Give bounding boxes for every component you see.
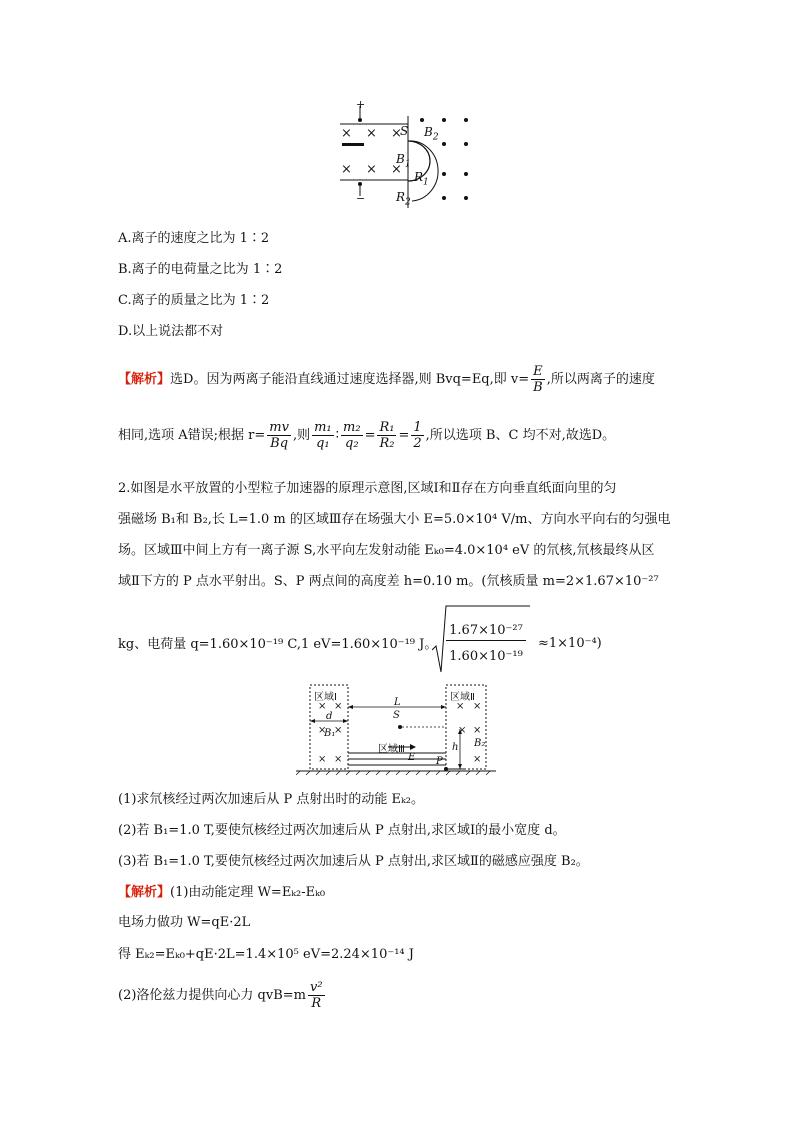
fig2-B2: B₂ [474, 738, 486, 749]
analysis1-text-a: 选D。因为两离子能沿直线通过速度选择器,则 Bvq=Eq,即 v= [170, 372, 530, 387]
fraction-m1q1 [312, 420, 334, 451]
fig2-d: d [326, 711, 333, 722]
approx-value: ≈1×10⁻⁴) [538, 636, 602, 651]
analysis-mark: 【解析】 [118, 372, 171, 387]
fraction-half [411, 420, 423, 451]
fraction-half-den: 2 [413, 436, 422, 451]
label-R1-main: R [414, 170, 424, 184]
fraction-m2q2 [341, 420, 363, 451]
fig2-cross-8: × [473, 701, 482, 712]
fig2-B1: B₁ [324, 728, 336, 739]
fraction-m2q2-den: q₂ [345, 436, 359, 451]
cross-5: × [366, 162, 377, 177]
subquestion-1: (1)求氘核经过两次加速后从 P 点射出时的动能 Eₖ₂。 [118, 792, 425, 807]
minus-sign: − [356, 192, 366, 205]
label-B2-sub: 2 [432, 132, 439, 143]
plus-sign: + [356, 98, 366, 111]
fig2-L: L [394, 697, 401, 708]
fraction-v [531, 364, 545, 395]
option-c: C.离子的质量之比为 1∶2 [118, 293, 270, 308]
label-S: S [400, 124, 409, 138]
fig2-cross-3: × [318, 725, 327, 736]
label-B2 [424, 125, 439, 142]
analysis1-text-e: ∶ [335, 428, 340, 443]
label-B2-main: B [424, 125, 433, 139]
fig2-cross-10: × [473, 725, 482, 736]
fig2-cross-4: × [334, 725, 343, 736]
fraction-v2R-num: v² [310, 980, 323, 995]
label-B1 [396, 152, 411, 169]
q2-line4: 域Ⅱ下方的 P 点水平射出。S、P 两点间的高度差 h=0.10 m。(氘核质量 m=2×1.67×10⁻²⁷ [118, 574, 659, 589]
fraction-m2q2-num: m₂ [343, 420, 361, 435]
fig2-S: S [393, 710, 400, 721]
fraction-m1q1-num: m₁ [314, 420, 332, 435]
option-b: B.离子的电荷量之比为 1∶2 [118, 262, 283, 277]
analysis1-text-f: = [364, 428, 376, 443]
analysis2-line1 [118, 884, 325, 902]
q2-line1: 2.如图是水平放置的小型粒子加速器的原理示意图,区域Ⅰ和Ⅱ存在方向垂直纸面向里的匀 [118, 481, 617, 496]
fig2-P: P [436, 756, 443, 767]
analysis1-text-c: 相同,选项 A错误;根据 r= [118, 428, 266, 443]
analysis2-line3: 得 Eₖ₂=Eₖ₀+qE·2L=1.4×10⁵ eV=2.24×10⁻¹⁴ J [118, 947, 414, 962]
q2-line5: kg、电荷量 q=1.60×10⁻¹⁹ C,1 eV=1.60×10⁻¹⁹ J。 [118, 637, 438, 652]
subquestion-3: (3)若 B₁=1.0 T,要使氘核经过两次加速后从 P 点射出,求区域Ⅱ的磁感应强度 B₂。 [118, 854, 589, 869]
cross-4: × [341, 162, 352, 177]
analysis1-text-d: ,则 [292, 428, 311, 443]
fraction-v-num: E [531, 364, 545, 380]
fig2-cross-7: × [456, 701, 465, 712]
fraction-r1r2-num: R₁ [379, 420, 395, 435]
sqrt-expression [432, 604, 602, 674]
fig2-h: h [452, 742, 459, 753]
cross-6: × [391, 162, 402, 177]
fraction-v2R [308, 980, 325, 1011]
label-R2 [396, 190, 411, 207]
sqrt-den: 1.60×10⁻¹⁹ [449, 649, 523, 664]
analysis2-line2: 电场力做功 W=qE·2L [118, 915, 251, 930]
subquestion-2: (2)若 B₁=1.0 T,要使氘核经过两次加速后从 P 点射出,求区域Ⅰ的最小宽度 d。 [118, 823, 566, 838]
analysis1-line1 [118, 364, 655, 395]
cross-1: × [341, 126, 352, 141]
label-R2-sub: 2 [405, 197, 411, 208]
analysis1-line2 [118, 420, 615, 452]
fraction-v2R-den: R [311, 996, 322, 1011]
label-R2-main: R [396, 190, 406, 204]
fig2-cross-1: × [318, 701, 327, 712]
fig2-region2: 区域Ⅱ [450, 692, 475, 703]
label-B1-main: B [396, 152, 405, 166]
fraction-r1r2 [377, 420, 396, 451]
fig2-region3: 区域Ⅲ [378, 744, 405, 755]
fraction-r [267, 420, 291, 451]
q2-line2: 强磁场 B₁和 B₂,长 L=1.0 m 的区域Ⅲ存在场强大小 E=5.0×10⁴ V/m、方向水平向右的匀强电 [118, 512, 671, 527]
option-d: D.以上说法都不对 [118, 324, 224, 339]
fig2-cross-2: × [334, 701, 343, 712]
fraction-r-num: mv [269, 420, 289, 435]
cross-2: × [366, 126, 377, 141]
analysis2-text-4: (2)洛伦兹力提供向心力 qvB=m [118, 988, 306, 1003]
q2-line3: 场。区域Ⅲ中间上方有一离子源 S,水平向左发射动能 Eₖ₀=4.0×10⁴ eV 的氘核,氘核最终从区 [118, 543, 655, 558]
fig2-cross-11: × [473, 754, 482, 765]
label-B1-sub: 1 [404, 159, 411, 170]
option-a: A.离子的速度之比为 1∶2 [118, 231, 270, 246]
analysis2-line4 [118, 978, 327, 1014]
fig2-region1: 区域Ⅰ [314, 692, 337, 703]
label-R1 [414, 170, 429, 187]
analysis1-text-g: = [398, 428, 410, 443]
fraction-v-den: B [533, 380, 543, 395]
sqrt-num: 1.67×10⁻²⁷ [446, 622, 526, 641]
fraction-r1r2-den: R₂ [379, 436, 395, 451]
label-R1-sub: 1 [423, 177, 429, 188]
cross-3: × [391, 126, 402, 141]
analysis1-text-b: ,所以两离子的速度 [546, 372, 655, 387]
fig2-cross-9: × [458, 725, 467, 736]
fraction-m1q1-den: q₁ [316, 436, 330, 451]
fig2-E: E [408, 752, 416, 763]
fraction-r-den: Bq [270, 436, 289, 451]
analysis2-mark: 【解析】 [118, 885, 171, 900]
fig2-cross-6: × [334, 754, 343, 765]
fraction-half-num: 1 [413, 420, 422, 435]
analysis2-text-1: (1)由动能定理 W=Eₖ₂-Eₖ₀ [170, 885, 326, 900]
fig2-cross-5: × [318, 754, 327, 765]
analysis1-text-h: ,所以选项 B、C 均不对,故选D。 [425, 428, 616, 443]
